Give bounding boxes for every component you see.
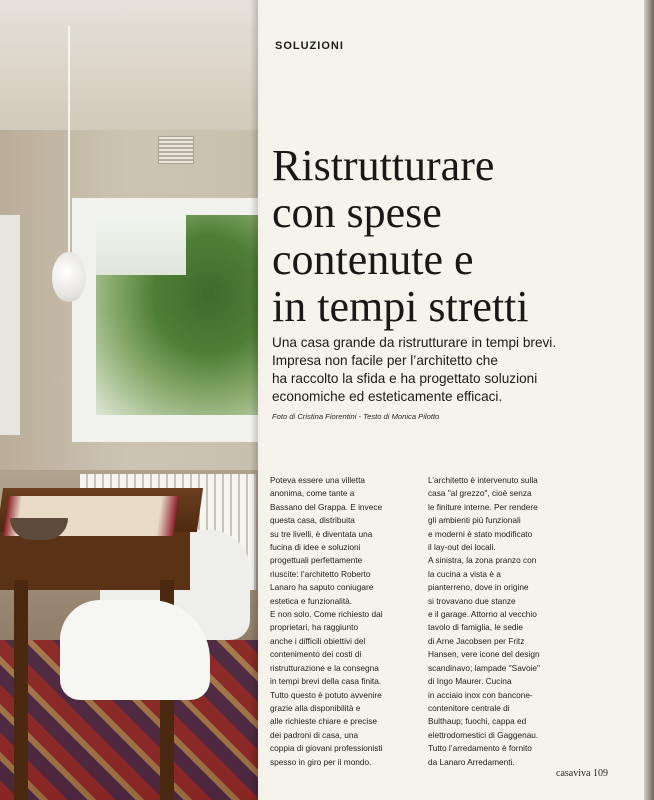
photo-pendant-lamp	[52, 252, 86, 302]
page-footer	[556, 768, 608, 779]
page-number: 109	[592, 768, 608, 779]
body-line: E non solo. Come richiesto dai	[270, 609, 383, 620]
title-line: contenute e	[272, 235, 474, 284]
photo-ceiling	[0, 0, 258, 130]
photo-left-window-frame	[0, 215, 20, 435]
section-label: SOLUZIONI	[275, 40, 344, 52]
title-line: Ristrutturare	[272, 141, 495, 190]
body-line: di Arne Jacobsen per Fritz	[428, 635, 525, 646]
body-line: proprietari, ha raggiunto	[270, 622, 359, 633]
photo-chair-front	[60, 600, 210, 700]
body-line: Poteva essere una villetta	[270, 475, 366, 485]
body-line: scandinavo; lampade "Savoie"	[428, 662, 540, 673]
body-line: in acciaio inox con bancone-	[428, 689, 533, 700]
lead-line: Impresa non facile per l’architetto che	[272, 353, 498, 368]
photo-air-vent	[158, 136, 194, 164]
body-line: fucina di idee e soluzioni	[270, 542, 361, 553]
body-line: tavolo di famiglia, le sedie	[428, 622, 524, 633]
body-line: coppia di giovani professionisti	[270, 743, 383, 754]
body-line: le finiture interne. Per rendere	[428, 501, 538, 512]
photo-table-leg	[14, 580, 28, 800]
body-line: su tre livelli, è diventata una	[270, 528, 373, 539]
dining-room-photo	[0, 0, 258, 800]
body-line: gli ambienti più funzionali	[428, 515, 521, 526]
body-line: di Ingo Maurer. Cucina	[428, 676, 512, 687]
body-line: contenimento dei costi di	[270, 649, 362, 660]
article-lead	[272, 334, 642, 406]
body-line: la cucina a vista è a	[428, 568, 501, 579]
body-line: si trovavano due stanze	[428, 595, 516, 606]
title-line: con spese	[272, 188, 442, 237]
body-line: riuscite: l’architetto Roberto	[270, 568, 371, 579]
photo-text-credit: Foto di Cristina Fiorentini - Testo di Monica Pilotto	[272, 412, 440, 421]
body-line: elettrodomestici di Gaggenau.	[428, 729, 539, 740]
body-line: da Lanaro Arredamenti.	[428, 756, 515, 767]
photo-lamp-cord	[68, 26, 70, 258]
body-line: alle richieste chiare e precise	[270, 716, 377, 727]
body-line: in tempi brevi della casa finita.	[270, 676, 382, 687]
body-line: e il garage. Attorno al vecchio	[428, 609, 537, 620]
lead-line: ha raccolto la sfida e ha progettato soluzioni	[272, 371, 538, 386]
body-line: e moderni è stato modificato	[428, 528, 533, 539]
body-column-1	[270, 474, 383, 769]
page-gutter-shadow	[250, 0, 258, 800]
body-line: A sinistra, la zona pranzo con	[428, 555, 537, 566]
lead-line: Una casa grande da ristrutturare in tempi brevi.	[272, 335, 557, 350]
body-line: pianterreno, dove in origine	[428, 582, 529, 593]
body-column-2	[428, 474, 540, 769]
body-line: Tutto l’arredamento è fornito	[428, 743, 532, 754]
body-line: il lay-out dei locali.	[428, 542, 496, 553]
body-line: Bassano del Grappa. E invece	[270, 501, 383, 512]
body-line: L’architetto è intervenuto sulla	[428, 475, 538, 485]
body-line: anche i difficili obiettivi del	[270, 635, 366, 646]
body-line: progettuali perfettamente	[270, 555, 363, 566]
page-edge	[644, 0, 654, 800]
magazine-name: casaviva	[556, 768, 591, 779]
body-line: questa casa, distribuita	[270, 515, 355, 526]
lead-line: economiche ed esteticamente efficaci.	[272, 389, 503, 404]
body-line: ristrutturazione e la consegna	[270, 662, 379, 673]
body-line: Tutto questo è potuto avvenire	[270, 689, 382, 700]
photo-window-sky	[96, 215, 186, 275]
body-line: Hansen, vere icone del design	[428, 649, 540, 660]
title-line: in tempi stretti	[272, 282, 529, 331]
article-title	[272, 142, 642, 330]
body-line: estetica e funzionalità.	[270, 595, 353, 606]
body-line: anonima, come tante a	[270, 488, 355, 499]
body-line: Bulthaup; fuochi, cappa ed	[428, 716, 527, 727]
body-line: grazie alla disponibilità e	[270, 702, 361, 713]
body-line: dei padroni di casa, una	[270, 729, 359, 740]
body-line: Lanaro ha saputo coniugare	[270, 582, 374, 593]
body-line: contenitore centrale di	[428, 702, 510, 713]
body-line: spesso in giro per il mondo.	[270, 756, 372, 767]
body-line: casa "al grezzo", cioè senza	[428, 488, 532, 499]
